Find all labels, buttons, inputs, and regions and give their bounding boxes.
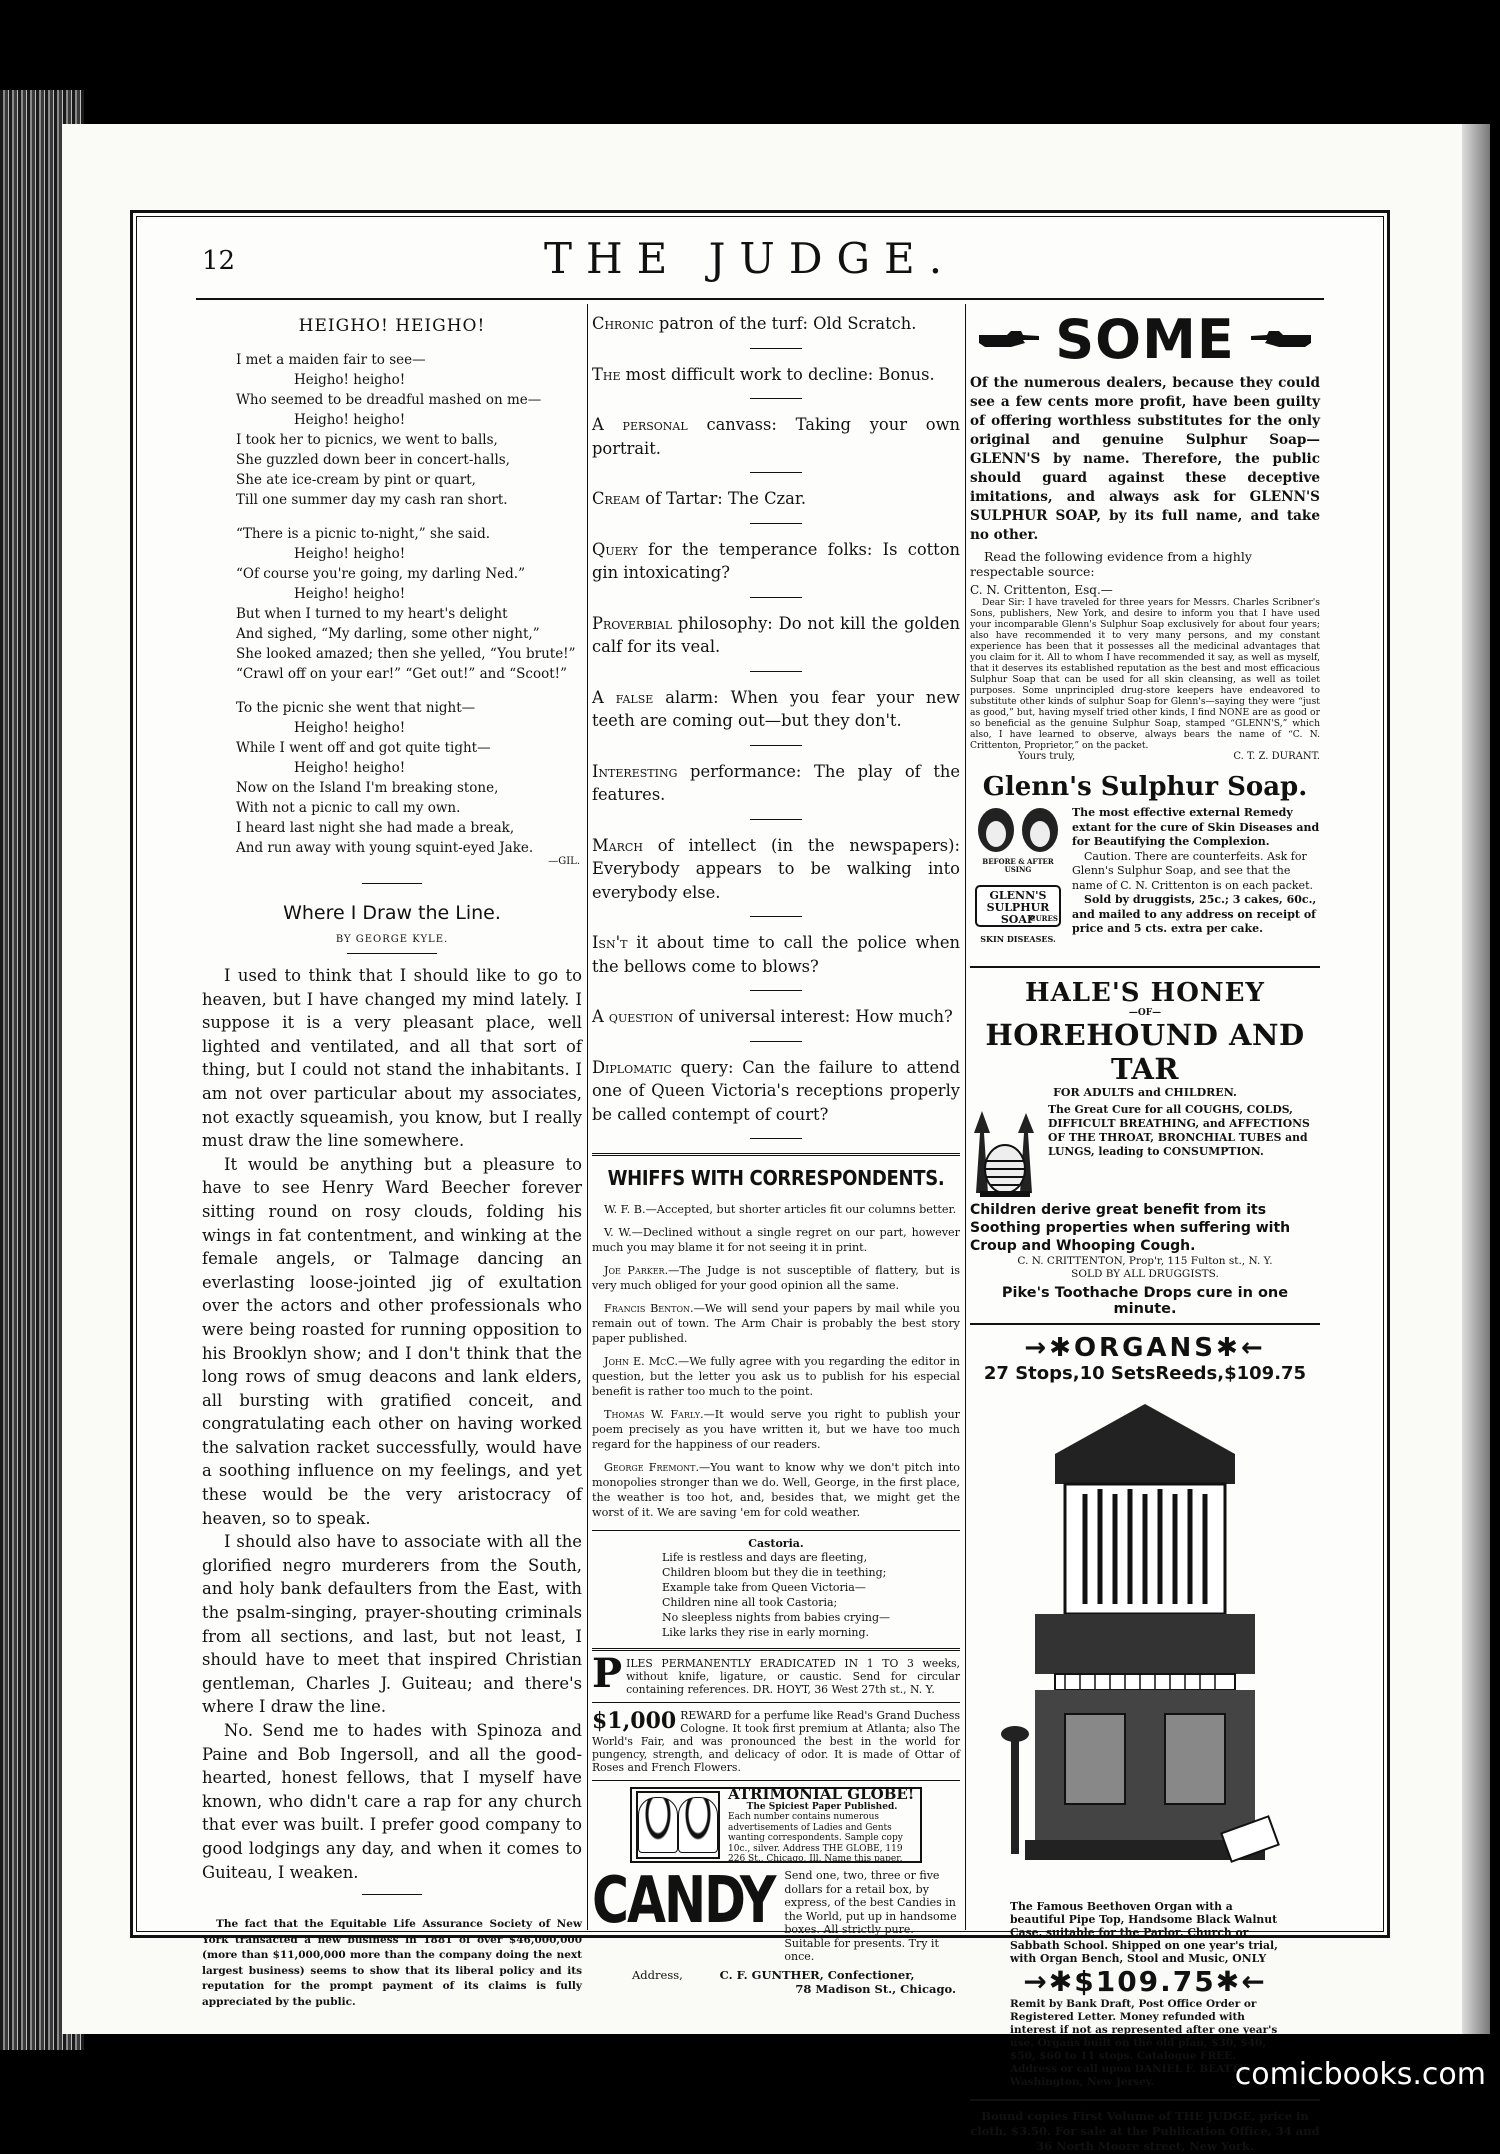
candy-ad <box>592 1863 960 1964</box>
correspondent-item <box>592 1407 960 1452</box>
letter-salutation: C. N. Crittenton, Esq.— <box>970 583 1113 597</box>
soap-cures-label: CURES <box>1030 914 1058 923</box>
matrimonial-globe-ad <box>630 1784 922 1864</box>
joke-divider <box>750 1138 802 1139</box>
poem-line: Who seemed to be dreadful mashed on me— <box>236 392 542 408</box>
joke-text: of intellect (in the newspapers): Everybody appears to be walking into everybody else. <box>592 835 960 902</box>
hale-ad <box>970 1103 1320 1201</box>
poem-line: She guzzled down beer in concert-halls, <box>236 452 510 468</box>
joke-lead: A question <box>592 1007 674 1026</box>
ad-divider <box>592 1780 960 1781</box>
reward-amount: $1,000 <box>592 1708 677 1734</box>
byline-divider <box>347 953 437 954</box>
castoria-line: Children nine all took Castoria; <box>662 1596 838 1609</box>
joke-lead: Proverbial <box>592 613 672 633</box>
some-ad-read: Read the following evidence from a highly respectable source: <box>970 549 1252 579</box>
poem-line: I heard last night she had made a break, <box>236 820 515 836</box>
letter-signature <box>970 751 1320 762</box>
joke-lead: The <box>592 364 621 384</box>
glenn-price: Sold by druggists, 25c.; 3 cakes, 60c., and mailed to any address on receipt of price and 5 cts. extra per cake. <box>1072 893 1317 935</box>
column-rule-2 <box>965 304 966 1930</box>
hale-children: Children derive great benefit from its Soothing properties when suffering with Croup and Whooping Cough. <box>970 1202 1291 1254</box>
testimonial-letter: Dear Sir: I have traveled for three years for Messrs. Charles Scribner's Sons, publishers, New York, and desire to inform you that I have used your incomparable Glenn's Sulphur Soap exclusively for about four years; also have recommended it to very many persons, and my constant experience has been that it possesses all the medicinal advantages that you claim for it. All to whom I have recommended it say, as well as myself, that it deserves its established reputation as the best and most efficacious Sulphur Soap that can be used for all skin cleansing, as well as toilet purposes. Some unprincipled drug-store keepers have endeavored to substitute other kinds of sulphur Soap for Glenn's—saying they were “just as good,” but, having myself tried other kinds, I find NONE are as good or so beneficial as the genuine Sulphur Soap, stamped “GLENN'S,” which also, I have learned to observe, always bears the name of “C. N. Crittenton, Proprietor,” on the packet. <box>970 597 1320 751</box>
poem-line: With not a picnic to call my own. <box>236 800 461 816</box>
ad-divider <box>970 1323 1320 1325</box>
pointing-hand-icon <box>1249 329 1313 349</box>
joke-divider <box>750 523 802 524</box>
castoria-ad <box>592 1530 960 1640</box>
joke-text: alarm: When you fear your new teeth are coming out—but they don't. <box>592 687 960 730</box>
joke-lead: Chronic <box>592 314 654 333</box>
poem-line: I took her to picnics, we went to balls, <box>236 432 498 448</box>
joke-divider <box>750 990 802 991</box>
letter-signer: C. T. Z. DURANT. <box>1233 751 1320 762</box>
joke-text: most difficult work to decline: Bonus. <box>620 364 935 384</box>
ornament-icon: →✱ <box>1023 1965 1075 1998</box>
correspondent-reply: —It would serve you right to publish your poem precisely as you have written it, but we have too much regard for the happiness of our readers. <box>592 1408 960 1451</box>
matrimonial-text: Each number contains numerous advertisements of Ladies and Gents wanting correspondents. Sample copy 10c., silver. Address THE GLOBE, 119 226 St., Chicago, Ill. Name this paper. <box>728 1812 903 1864</box>
correspondent-name: John E. McC. <box>604 1355 679 1368</box>
masthead: THE JUDGE. <box>543 234 957 283</box>
correspondent-name: George Fremont. <box>604 1461 700 1474</box>
joke-text: of universal interest: How much? <box>673 1007 953 1026</box>
joke-lead: Diplomatic <box>592 1057 672 1077</box>
joke-divider <box>750 1041 802 1042</box>
joke-item <box>592 1005 960 1029</box>
joke-lead: A false <box>592 687 654 707</box>
glenn-lead: The most effective external Remedy extant for the cure of Skin Diseases and for Beautifying the Complexion. <box>1072 806 1320 848</box>
whiffs-title: WHIFFS WITH CORRESPONDENTS. <box>607 1166 945 1190</box>
joke-item <box>592 312 960 336</box>
header-rule <box>196 298 1324 300</box>
facing-page-edge <box>1462 124 1490 2034</box>
poem-title: HEIGHO! HEIGHO! <box>298 316 486 336</box>
piles-ad <box>592 1650 960 1697</box>
matrimonial-subhead: The Spiciest Paper Published. <box>746 1801 898 1812</box>
joke-text: of Tartar: The Czar. <box>639 489 807 508</box>
correspondent-reply: —Accepted, but shorter articles fit our columns better. <box>645 1203 957 1216</box>
correspondent-item <box>592 1354 960 1399</box>
equitable-notice: The fact that the Equitable Life Assurance Society of New York transacted a new business in 1881 of over $46,000,000 (more than $11,000,000 more than the company doing the next largest business) seems to show that its liberal policy and its reputation for the prompt payment of its claims is fully appreciated by the public. <box>202 1918 582 2008</box>
before-after-label: BEFORE & AFTER USING <box>982 857 1054 874</box>
poem-stanza <box>236 350 582 510</box>
matrimonial-couple-illustration <box>636 1791 720 1859</box>
correspondent-name: W. F. B. <box>604 1203 646 1216</box>
joke-text: query: Can the failure to attend one of Queen Victoria's receptions properly be called contempt of court? <box>592 1057 960 1124</box>
poem-line: She ate ice-cream by pint or quart, <box>236 472 476 488</box>
pike-toothache: Pike's Toothache Drops cure in one minute. <box>1001 1285 1289 1317</box>
ad-divider <box>592 1702 960 1703</box>
piles-text: ILES PERMANENTLY ERADICATED IN 1 TO 3 weeks, without knife, ligature, or caustic. Send for circular containing references. DR. HOYT, 36 West 27th st., N. Y. <box>626 1657 960 1696</box>
joke-text: it about time to call the police when the bellows come to blows? <box>592 933 960 976</box>
joke-lead: A personal <box>592 415 688 434</box>
organs-title <box>970 1333 1320 1363</box>
correspondent-item <box>592 1225 960 1255</box>
poem-line: I met a maiden fair to see— <box>236 352 426 368</box>
article-title: Where I Draw the Line. <box>283 902 501 924</box>
poem-line: Heigho! heigho! <box>294 412 406 428</box>
correspondent-name: Joe Parker. <box>604 1264 669 1277</box>
castoria-verse <box>592 1550 960 1640</box>
candy-address <box>592 1968 960 1982</box>
joke-divider <box>750 597 802 598</box>
hale-of: —OF— <box>1128 1008 1162 1018</box>
some-word: SOME <box>1055 307 1235 371</box>
castoria-line: Children bloom but they die in teething; <box>662 1566 887 1579</box>
joke-divider <box>750 671 802 672</box>
ornament-icon: ✱← <box>1215 1965 1267 1998</box>
matrimonial-headline: ATRIMONIAL GLOBE! <box>728 1784 915 1803</box>
organ-illustration <box>995 1394 1295 1894</box>
joke-item <box>592 487 960 511</box>
joke-lead: March <box>592 835 643 855</box>
beehive-illustration <box>970 1103 1040 1201</box>
organs-word: ORGANS <box>1073 1333 1217 1363</box>
poem-line: “Crawl off on your ear!” “Get out!” and “Scoot!” <box>236 666 567 682</box>
castoria-line: Like larks they rise in early morning. <box>662 1626 869 1639</box>
hale-body: The Great Cure for all COUGHS, COLDS, DIFFICULT BREATHING, and AFFECTIONS OF THE THROAT, BRONCHIAL TUBES and LUNGS, leading to CONSUMPTION. <box>1048 1103 1310 1158</box>
article-paragraph: No. Send me to hades with Spinoza and Paine and Bob Ingersoll, and all the good-hearted, honest fellows, that I myself have known, who didn't care a rap for any church that ever was built. I prefer good company to good lodgings any day, and when it comes to Guiteau, I weaken. <box>202 1721 582 1882</box>
whiffs-list <box>592 1202 960 1520</box>
poem-line: “Of course you're going, my darling Ned.” <box>236 566 525 582</box>
poem-stanza <box>236 524 582 684</box>
section-divider <box>362 883 422 884</box>
joke-list <box>592 312 960 1139</box>
glenn-title: Glenn's Sulphur Soap. <box>982 772 1308 802</box>
correspondent-reply: —Declined without a single regret on our part, however much you may blame it for not seeing it in print. <box>592 1226 960 1254</box>
poem-line: “There is a picnic to-night,” she said. <box>236 526 491 542</box>
column-rule-1 <box>587 304 588 1930</box>
poem-line: And sighed, “My darling, some other night,” <box>236 626 540 642</box>
correspondent-reply: —We fully agree with you regarding the editor in question, but the letter you ask us to publish for his especial benefit is rather too much to the point. <box>592 1355 960 1398</box>
joke-divider <box>750 745 802 746</box>
joke-text: performance: The play of the features. <box>592 761 960 804</box>
poem-line: And run away with young squint-eyed Jake. <box>236 840 534 856</box>
section-divider <box>362 1894 422 1895</box>
hale-title: HALE'S HONEY <box>1025 978 1265 1008</box>
skin-diseases-label: SKIN DISEASES. <box>980 934 1056 944</box>
poem-line: Heigho! heigho! <box>294 760 406 776</box>
poem-line: She looked amazed; then she yelled, “You brute!” <box>236 646 576 662</box>
joke-divider <box>750 348 802 349</box>
correspondent-reply: —The Judge is not susceptible of flattery, but is very much obliged for your good opinion all the same. <box>592 1264 960 1292</box>
poem <box>202 350 582 858</box>
candy-street: 78 Madison St., Chicago. <box>795 1981 956 1996</box>
some-ad-text: Of the numerous dealers, because they could see a few cents more profit, have been guilty of offering worthless substitutes for the only original and genuine Sulphur Soap—GLENN'S by name. Therefore, the public should guard against these deceptive imitations, and always ask for GLENN'S SULPHUR SOAP, by its full name, and take no other. <box>970 375 1320 543</box>
joke-divider <box>750 398 802 399</box>
ornament-icon: →✱ <box>1024 1333 1074 1363</box>
candy-address-label: Address, <box>632 1967 683 1982</box>
soap-brand-label: GLENN'S SULPHUR SOAP <box>986 889 1050 926</box>
correspondent-name: Francis Benton. <box>604 1302 694 1315</box>
castoria-line: Life is restless and days are fleeting, <box>662 1551 868 1564</box>
joke-lead: Isn't <box>592 933 628 952</box>
candy-text: Send one, two, three or five dollars for a retail box, by express, of the best Candies in the World, put up in handsome boxes. All strictly pure. Suitable for presents. Try it once. <box>784 1869 957 1963</box>
poem-line: Heigho! heigho! <box>294 546 406 562</box>
organs-subtitle: 27 Stops,10 SetsReeds,$109.75 <box>983 1363 1307 1384</box>
organ-price <box>970 1965 1320 1998</box>
joke-item <box>592 363 960 387</box>
correspondent-item <box>592 1263 960 1293</box>
castoria-title: Castoria. <box>748 1537 804 1550</box>
joke-item <box>592 686 960 733</box>
hale-audience: FOR ADULTS and CHILDREN. <box>1053 1086 1237 1099</box>
candy-confectioner: C. F. GUNTHER, Confectioner, <box>719 1967 915 1982</box>
poem-line: Heigho! heigho! <box>294 720 406 736</box>
correspondent-reply: —We will send your papers by mail while you remain out of town. The Arm Chair is probably the best story paper published. <box>592 1302 960 1345</box>
hale-proprietor: C. N. CRITTENTON, Prop'r, 115 Fulton st., N. Y. <box>1017 1255 1273 1267</box>
joke-item <box>592 413 960 460</box>
some-headline <box>970 304 1320 374</box>
correspondent-reply: —You want to know why we don't pitch into monopolies stronger than we do. Well, George, in the first place, the weather is too hot, and, besides that, we might get the worst of it. We are saving 'em for cold weather. <box>592 1461 961 1519</box>
joke-lead: Interesting <box>592 761 678 781</box>
joke-lead: Query <box>592 539 638 559</box>
correspondent-item <box>592 1301 960 1346</box>
poem-signature: —GIL. <box>548 856 580 867</box>
article-paragraph: I used to think that I should like to go to heaven, but I have changed my mind lately. I suppose it is a very pleasant place, well lighted and ventilated, and all that sort of thing, but I could not stand the inhabitants. I am not over particular about my associates, not exactly squeamish, you know, but I really must draw the line somewhere. <box>202 966 582 1151</box>
correspondent-name: V. W. <box>604 1226 632 1239</box>
hale-product: HOREHOUND AND TAR <box>985 1018 1305 1086</box>
joke-item <box>592 760 960 807</box>
column-middle <box>592 304 960 1996</box>
joke-divider <box>750 819 802 820</box>
joke-item <box>592 834 960 905</box>
joke-text: for the temperance folks: Is cotton gin intoxicating? <box>592 539 960 582</box>
correspondent-name: Thomas W. Farly. <box>604 1408 704 1421</box>
joke-item <box>592 538 960 585</box>
joke-text: patron of the turf: Old Scratch. <box>653 314 917 333</box>
reward-text: REWARD for a perfume like Read's Grand Duchess Cologne. It took first premium at Atlanta; also The World's Fair, and was pronounced the best in the world for pungency, strength, and delicacy of odor. It is made of Ottar of Roses and French Flowers. <box>592 1709 960 1774</box>
glenn-soap-illustration <box>970 806 1066 956</box>
ornament-icon: ✱← <box>1216 1333 1266 1363</box>
organ-price-value: $109.75 <box>1074 1965 1216 1998</box>
piles-initial: P <box>592 1650 623 1697</box>
article-paragraph: I should also have to associate with all the glorified negro murderers from the South, and holy bank defaulters from the East, with the psalm-singing, prayer-shouting criminals from all sections, and last, but not least, I should have to meet that inspired Christian gentleman, Charles J. Guiteau; and there's where I draw the line. <box>202 1532 582 1717</box>
joke-lead: Cream <box>592 489 640 508</box>
organ-description: The Famous Beethoven Organ with a beautiful Pipe Top, Handsome Black Walnut Case, suitable for the Parlor, Church or Sabbath School. Shipped on one year's trial, with Organ Bench, Stool and Music, ONLY <box>1010 1900 1278 1965</box>
reward-ad <box>592 1709 960 1774</box>
joke-text: philosophy: Do not kill the golden calf for its veal. <box>592 613 960 656</box>
pointing-hand-icon <box>977 329 1041 349</box>
article-paragraph: It would be anything but a pleasure to have to see Henry Ward Beecher forever sitting round on rosy clouds, folding his wings in fat contentment, and winking at the female angels, or Talmage dancing an everlasting loose-jointed jig of exultation over the actors and other professionals who were being roasted for running opposition to his Brooklyn show; and I don't think that the long rows of smug deacons and lank elders, all bursting with gratified conceit, and congratulating each other on having worked the salvation racket successfully, would have a soothing influence on my feelings, and yet these would be the very aristocracy of heaven, so to speak. <box>202 1154 582 1528</box>
whiffs-section <box>592 1153 960 1520</box>
glenn-caution: Caution. There are counterfeits. Ask for Glenn's Sulphur Soap, and see that the name of C. N. Crittenton is on each packet. <box>1072 849 1313 892</box>
joke-item <box>592 1056 960 1127</box>
joke-item <box>592 931 960 978</box>
poem-line: Heigho! heigho! <box>294 586 406 602</box>
poem-line: To the picnic she went that night— <box>236 700 476 716</box>
bound-copies-notice: Bound copies First Volume of THE JUDGE, price in cloth, $3.50. For sale at the Publication Office, 34 and 36 North Moore street, New York. <box>970 2099 1320 2154</box>
article-body <box>202 964 582 1884</box>
poem-line: But when I turned to my heart's delight <box>236 606 508 622</box>
joke-item <box>592 612 960 659</box>
poem-stanza <box>236 698 582 858</box>
hale-sold: SOLD BY ALL DRUGGISTS. <box>1071 1268 1219 1280</box>
site-watermark: comicbooks.com <box>1234 2057 1486 2092</box>
organ-remit: Remit by Bank Draft, Post Office Order or Registered Letter. Money refunded with interest if not as represented after one year's use. Organs built on the old plan, $30, $40, $50, $60 to 11 stops. Catalogue FREE. Address or call upon DANIEL F. BEATTY, Washington, New Jersey. <box>1010 1998 1278 2088</box>
castoria-line: No sleepless nights from babies crying— <box>662 1611 891 1624</box>
column-right <box>970 304 1320 2154</box>
joke-divider <box>750 916 802 917</box>
poem-line: Now on the Island I'm breaking stone, <box>236 780 499 796</box>
ad-divider <box>592 1648 960 1651</box>
correspondent-item <box>592 1460 960 1520</box>
joke-divider <box>750 472 802 473</box>
poem-line: Till one summer day my cash ran short. <box>236 492 508 508</box>
letter-closing: Yours truly, <box>1018 751 1076 762</box>
article-byline: BY GEORGE KYLE. <box>335 934 449 945</box>
correspondent-item <box>592 1202 960 1217</box>
page-number: 12 <box>202 246 236 276</box>
joke-text: canvass: Taking your own portrait. <box>592 415 961 458</box>
castoria-line: Example take from Queen Victoria— <box>662 1581 866 1594</box>
candy-headline: CANDY <box>592 1863 775 1938</box>
ad-divider <box>970 966 1320 968</box>
glenn-ad <box>970 806 1320 956</box>
poem-line: Heigho! heigho! <box>294 372 406 388</box>
column-left <box>202 304 582 2010</box>
poem-line: While I went off and got quite tight— <box>236 740 491 756</box>
